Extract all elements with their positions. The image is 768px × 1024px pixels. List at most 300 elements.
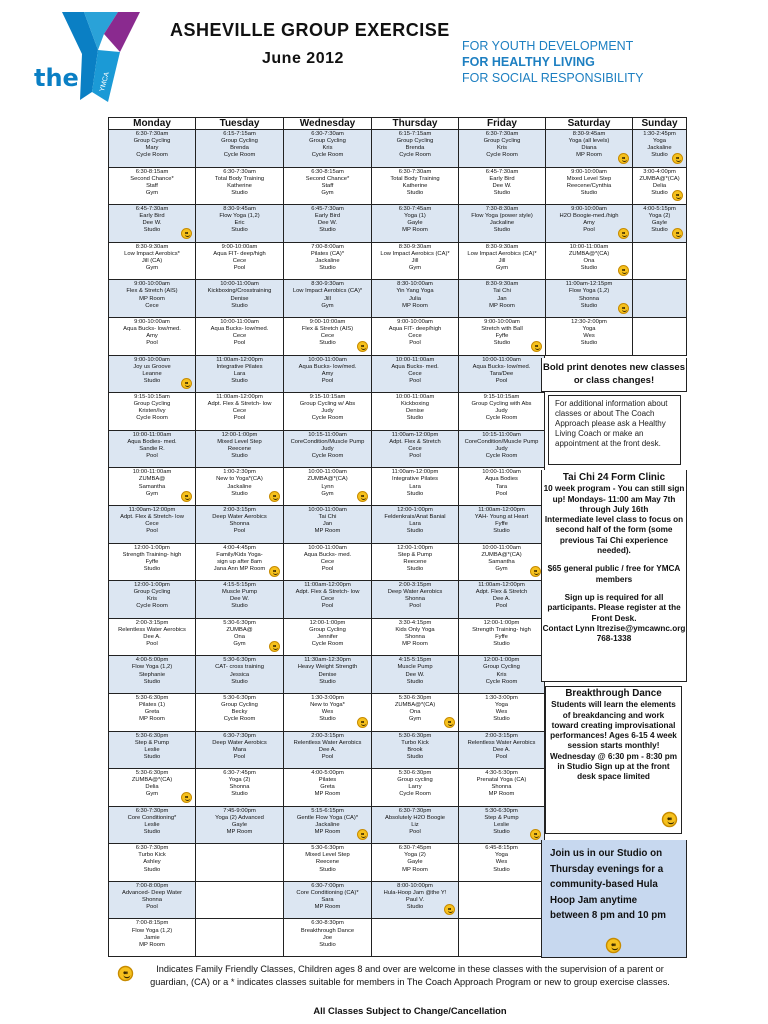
class-time: 8:30-9:30am: [485, 243, 519, 250]
class-time: 5:30-6:30pm: [135, 732, 169, 739]
class-time: 6:30-7:30pm: [398, 807, 432, 814]
class-cell: [545, 243, 632, 281]
breakthrough-dance-box: [545, 686, 682, 834]
class-cell: [195, 656, 283, 694]
class-time: 6:15-7:15am: [398, 131, 432, 137]
class-time: 10:00-11:00am: [569, 243, 609, 250]
class-detail: H2O Boogie-med./high: [559, 213, 619, 220]
class-detail: Yoga (1): [404, 213, 426, 220]
class-detail: Early Bird: [489, 175, 515, 182]
class-detail: Total Body Training: [214, 175, 265, 182]
class-detail: Studio: [231, 453, 248, 460]
class-cell: [371, 844, 458, 882]
class-detail: Mixed Level Step: [217, 438, 262, 445]
class-time: 11:00am-12:00pm: [391, 469, 439, 476]
class-detail: Pool: [146, 641, 158, 647]
class-time: 6:30-7:30pm: [223, 732, 256, 739]
class-cell: [632, 318, 687, 356]
class-detail: Gentle Flow Yoga (CA)*: [296, 814, 359, 821]
class-detail: Cece: [408, 333, 422, 340]
class-detail: Studio: [231, 227, 248, 234]
class-cell: [195, 168, 283, 206]
class-detail: Lara: [233, 370, 246, 377]
class-detail: Denise: [230, 295, 249, 302]
class-detail: Deep Water Aerobics: [387, 589, 443, 596]
class-detail: Adpt. Flex & Stretch- low: [295, 589, 360, 596]
class-cell: [283, 694, 371, 732]
class-cell: [371, 732, 458, 770]
class-detail: Gym: [321, 302, 334, 309]
class-detail: Low Impact Aerobics (CA)*: [292, 288, 363, 295]
class-detail: Early Bird: [139, 213, 165, 220]
class-detail: MP Room: [139, 716, 165, 723]
class-cell: [371, 130, 458, 168]
class-detail: Studio: [406, 753, 424, 760]
class-detail: Jill: [324, 295, 331, 302]
class-cell: [458, 318, 545, 356]
class-detail: MP Room: [402, 302, 428, 309]
class-cell: [371, 619, 458, 657]
class-detail: Dee W.: [229, 596, 249, 603]
class-detail: MP Room: [402, 641, 428, 647]
class-cell: [283, 882, 371, 920]
class-cell: [632, 130, 687, 168]
class-detail: Pilates (CA)*: [310, 250, 345, 257]
class-detail: ZUMBA@: [226, 626, 253, 633]
class-time: 12:00-1:00pm: [134, 544, 170, 551]
class-detail: Mixed Level Step: [566, 175, 612, 182]
class-detail: Shonna: [491, 784, 512, 791]
class-detail: Gym: [145, 791, 159, 798]
class-time: 11:00am-12:00pm: [304, 582, 351, 589]
class-detail: Staff: [321, 182, 334, 189]
class-detail: Tai Chi: [493, 288, 511, 295]
class-detail: New to Yoga*: [310, 702, 345, 708]
class-time: 8:30-9:30am: [311, 281, 344, 288]
class-time: 4:00-5:15pm: [643, 206, 676, 213]
class-detail: Gayle: [651, 220, 668, 227]
class-detail: Diana: [581, 145, 597, 152]
class-detail: Studio: [493, 866, 510, 873]
class-detail: Relentless Water Aerobics: [118, 626, 186, 633]
day-tuesday: Tuesday: [195, 117, 283, 130]
class-time: 11:00am-12:00pm: [128, 506, 176, 513]
class-cell: [283, 732, 371, 770]
class-detail: Dee W.: [492, 182, 512, 189]
class-detail: Studio: [651, 152, 668, 159]
schedule-row: [108, 318, 687, 356]
class-detail: Aqua FIT- deep/high: [388, 326, 442, 333]
class-time: 4:30-5:30pm: [485, 770, 518, 777]
class-time: 10:00-11:00am: [395, 356, 435, 363]
class-detail: Pool: [495, 490, 508, 497]
class-cell: [108, 919, 195, 957]
class-detail: Aqua Bucks- low/med.: [210, 326, 269, 333]
ymca-logo: [30, 12, 140, 107]
class-detail: Jill: [411, 257, 419, 264]
class-detail: Studio: [231, 377, 248, 384]
class-detail: Denise: [318, 671, 337, 678]
class-detail: Studio: [406, 528, 424, 535]
class-cell: [108, 468, 195, 506]
hula-hoop-box: [541, 840, 687, 958]
class-detail: Brenda: [230, 145, 249, 152]
class-cell: [545, 168, 632, 206]
class-time: 5:30-6:30pm: [485, 807, 518, 814]
class-detail: Pool: [233, 753, 246, 760]
class-detail: ZUMBA@*(CA): [481, 551, 522, 558]
class-detail: Wes: [495, 709, 508, 716]
class-time: 6:30-7:00pm: [311, 882, 344, 889]
class-time: 12:30-2:00pm: [571, 318, 607, 325]
class-detail: sign up after 8am: [217, 558, 262, 565]
class-detail: Yoga (2): [404, 852, 426, 859]
class-cell: [458, 168, 545, 206]
class-detail: Kickboxing: [400, 401, 430, 408]
class-detail: Flow Yoga (power style): [471, 213, 533, 220]
class-time: 6:30-7:30pm: [135, 807, 169, 814]
class-detail: MP Room: [314, 528, 341, 535]
class-detail: Aqua Bucks- low/med.: [123, 326, 181, 333]
class-detail: Kickboxing/Crosstraining: [207, 288, 272, 295]
class-detail: Core Conditioning*: [127, 814, 177, 821]
class-time: 6:30-7:30am: [311, 131, 344, 137]
class-detail: Aqua Bucks- low/med.: [472, 363, 531, 370]
class-detail: Cycle Room: [485, 678, 518, 685]
class-detail: Fyffe: [495, 633, 508, 640]
class-detail: Jessica: [229, 671, 250, 678]
class-cell: [371, 656, 458, 694]
class-time: 10:00-11:00am: [482, 469, 521, 476]
class-time: 12:00-1:00pm: [483, 657, 520, 664]
schedule-row: [108, 130, 687, 168]
class-cell: [195, 807, 283, 845]
class-detail: Jackaline: [647, 145, 672, 152]
class-detail: Pool: [146, 904, 158, 911]
class-detail: Dee A.: [492, 596, 511, 603]
class-detail: Greta: [320, 784, 335, 791]
class-detail: Judy: [495, 408, 508, 415]
class-detail: Brenda: [405, 145, 425, 152]
class-detail: Jennifer: [317, 633, 338, 640]
smiley-icon: [269, 641, 280, 652]
class-cell: [283, 168, 371, 206]
class-detail: Group Cycling with Abs: [471, 401, 532, 408]
class-detail: MP Room: [488, 791, 515, 798]
class-cell: [283, 919, 371, 957]
class-cell: [371, 243, 458, 281]
class-detail: Stretch with Ball: [481, 326, 523, 333]
class-detail: Pool: [409, 377, 421, 384]
class-time: 10:00-11:00am: [482, 356, 521, 363]
class-detail: Studio: [319, 941, 336, 948]
y-logo-icon: [60, 12, 140, 107]
class-detail: Total Body Training: [390, 175, 440, 182]
class-detail: ZUMBA@*(CA): [568, 250, 610, 257]
class-detail: Group Cycling: [396, 138, 434, 145]
class-detail: Jamie: [144, 934, 160, 941]
class-detail: Relentless Water Aerobics: [467, 739, 536, 746]
class-detail: Pool: [233, 265, 246, 272]
class-cell: [371, 506, 458, 544]
class-cell: [108, 694, 195, 732]
class-detail: Studio: [319, 265, 336, 272]
class-detail: Pool: [233, 415, 246, 422]
class-time: 9:00-10:00am: [571, 206, 607, 213]
class-detail: Fyffe: [145, 558, 159, 565]
class-time: 5:30-6:30pm: [398, 694, 432, 701]
smiley-icon: [672, 190, 683, 201]
class-detail: Gym: [233, 641, 246, 647]
class-detail: Pool: [321, 565, 334, 572]
class-time: 9:00-10:00am: [134, 318, 170, 325]
schedule-row: [108, 243, 687, 281]
class-detail: Studio: [406, 565, 424, 572]
class-cell: [195, 243, 283, 281]
class-detail: Cycle Room: [485, 453, 518, 460]
class-cell: [108, 732, 195, 770]
class-detail: Step & Pump: [397, 551, 433, 558]
class-detail: Cece: [320, 558, 335, 565]
footer-disclaimer: All Classes Subject to Change/Cancellation: [313, 1005, 507, 1016]
class-detail: Cece: [232, 408, 247, 415]
class-detail: Flex & Stretch (AIS): [126, 288, 178, 295]
class-detail: Group cycling: [397, 777, 433, 784]
class-time: 10:00-11:00am: [308, 469, 347, 476]
class-detail: Core Conditioning (CA)*: [296, 889, 359, 896]
class-detail: Flow Yoga (1,2): [131, 927, 173, 934]
taichi-title: Tai Chi 24 Form Clinic: [562, 472, 666, 483]
class-time: 6:15-7:15am: [223, 131, 256, 137]
class-time: 11:00am-12:00pm: [216, 394, 263, 401]
smiley-icon: [618, 153, 629, 164]
class-cell: [458, 919, 545, 957]
taichi-clinic-box: [541, 470, 687, 682]
smiley-icon: [672, 153, 683, 164]
class-detail: Yoga (2): [228, 777, 251, 784]
class-time: 9:00-10:00am: [221, 243, 258, 250]
class-detail: Jackaline: [315, 821, 340, 828]
smiley-icon: [181, 228, 192, 239]
class-time: 6:30-7:30am: [135, 131, 169, 137]
class-time: 7:30-8:30am: [485, 206, 519, 213]
smiley-icon: [531, 341, 542, 352]
smiley-icon: [357, 829, 368, 840]
class-detail: Mara: [232, 746, 247, 753]
class-detail: Wes: [321, 709, 334, 716]
class-cell: [371, 807, 458, 845]
class-detail: Kris: [322, 145, 333, 152]
class-detail: Shonna: [229, 784, 250, 791]
class-detail: Reecene: [315, 859, 340, 866]
class-cell: [545, 280, 632, 318]
class-cell: [458, 356, 545, 394]
class-time: 9:00-10:00am: [134, 356, 170, 363]
class-detail: Reecene: [403, 558, 427, 565]
class-detail: Cece: [145, 302, 159, 309]
class-detail: Group Cycling: [133, 138, 171, 145]
class-time: 9:00-10:00am: [397, 318, 433, 325]
smiley-icon: [357, 491, 368, 502]
page-title: ASHEVILLE GROUP EXERCISE: [170, 20, 450, 40]
class-time: 7:00-8:15pm: [135, 920, 169, 927]
class-cell: [371, 356, 458, 394]
class-detail: Pool: [495, 753, 508, 760]
class-time: 9:15-10:15am: [309, 394, 346, 401]
class-time: 2:00-3:15pm: [485, 732, 518, 739]
class-detail: Studio: [231, 678, 248, 685]
schedule-row: [108, 280, 687, 318]
class-cell: [195, 130, 283, 168]
class-cell: [195, 732, 283, 770]
class-detail: Cece: [232, 257, 247, 264]
class-detail: Studio: [319, 678, 336, 685]
class-cell: [283, 656, 371, 694]
class-detail: Studio: [143, 377, 161, 384]
class-detail: Group Cycling w/ Abs: [299, 401, 356, 408]
smiley-icon: [357, 717, 368, 728]
class-time: 10:00-11:00am: [132, 431, 172, 438]
class-time: 10:15-11:00am: [482, 431, 521, 438]
class-detail: Gym: [145, 265, 159, 272]
smiley-icon: [444, 717, 455, 728]
class-cell: [371, 882, 458, 920]
class-detail: Cycle Room: [311, 415, 344, 422]
class-detail: MP Room: [314, 828, 341, 835]
class-detail: ZUMBA@: [138, 476, 166, 483]
class-detail: Studio: [319, 716, 336, 723]
class-detail: Group Cycling: [133, 401, 171, 408]
class-detail: Cece: [320, 333, 335, 340]
class-time: 10:00-11:00am: [308, 356, 347, 363]
day-wednesday: Wednesday: [283, 117, 371, 130]
class-detail: Studio: [143, 753, 161, 760]
class-detail: Studio: [231, 791, 248, 798]
class-time: 11:00am-12:00pm: [478, 506, 525, 513]
class-detail: Shonna: [579, 295, 599, 302]
class-detail: Cycle Room: [311, 152, 344, 159]
smiley-icon: [606, 938, 621, 953]
class-detail: Pool: [146, 528, 158, 535]
class-cell: [458, 694, 545, 732]
class-detail: Studio: [143, 866, 161, 873]
class-time: 10:00-11:00am: [482, 544, 521, 551]
class-time: 5:30-6:30pm: [398, 770, 432, 777]
class-detail: Pool: [146, 340, 158, 347]
class-detail: Low Impact Aerobics (CA)*: [467, 250, 537, 257]
class-detail: Studio: [651, 189, 668, 196]
class-detail: Gym: [495, 265, 509, 272]
class-cell: [458, 130, 545, 168]
smiley-icon: [662, 812, 677, 827]
class-detail: Joe: [322, 934, 333, 941]
class-detail: Tai Chi: [318, 514, 337, 521]
class-cell: [283, 130, 371, 168]
class-detail: Family/Kids Yoga-: [216, 551, 263, 558]
class-detail: Amy: [583, 220, 595, 227]
class-cell: [458, 544, 545, 582]
class-detail: Judy: [495, 445, 508, 452]
class-time: 8:30-9:30am: [398, 243, 432, 250]
dance-title: Breakthrough Dance: [565, 688, 662, 699]
class-time: 4:00-5:00pm: [311, 770, 344, 777]
schedule-row: [108, 205, 687, 243]
class-cell: [371, 468, 458, 506]
class-cell: [371, 919, 458, 957]
class-detail: Dee W.: [142, 220, 162, 227]
class-cell: [195, 356, 283, 394]
class-detail: Yin Yang Yoga: [396, 288, 434, 295]
class-time: 4:00-5:00pm: [135, 657, 169, 664]
class-cell: [195, 205, 283, 243]
class-detail: Shonna: [405, 596, 425, 603]
class-detail: Pool: [233, 528, 246, 535]
class-detail: Eric: [234, 220, 245, 227]
smiley-icon: [181, 792, 192, 803]
class-cell: [458, 205, 545, 243]
class-detail: Group Cycling: [483, 138, 521, 145]
class-cell: [371, 581, 458, 619]
class-time: 4:15-5:15pm: [398, 657, 432, 664]
class-detail: Paul V.: [405, 897, 425, 904]
class-detail: Pool: [495, 603, 508, 610]
class-time: 4:15-5:15pm: [223, 582, 256, 589]
class-cell: [108, 168, 195, 206]
class-time: 6:30-7:45pm: [223, 770, 256, 777]
class-detail: Aqua FIT- deep/high: [213, 250, 266, 257]
class-detail: Turbo Kick: [401, 739, 429, 746]
class-detail: Aqua Bodies- med.: [127, 438, 177, 445]
class-detail: Pool: [321, 377, 334, 384]
class-detail: Studio: [580, 189, 598, 196]
class-detail: Leslie: [144, 821, 160, 828]
class-detail: Mary: [145, 145, 159, 152]
tagline-youth: FOR YOUTH DEVELOPMENT: [462, 39, 634, 53]
class-cell: [283, 544, 371, 582]
class-detail: Cycle Room: [399, 791, 431, 798]
class-detail: Studio: [231, 302, 248, 309]
class-cell: [195, 882, 283, 920]
class-detail: Tara/Dee: [489, 370, 514, 377]
class-detail: Jackaline: [489, 220, 515, 227]
class-time: 1:30-3:00pm: [485, 694, 518, 701]
class-time: 5:30-6:30pm: [223, 694, 256, 701]
class-time: 6:30-8:15am: [135, 168, 169, 175]
class-cell: [108, 544, 195, 582]
class-detail: Integrative Pilates: [391, 476, 439, 483]
class-detail: Studio: [143, 678, 161, 685]
class-time: 2:00-3:15pm: [398, 582, 432, 589]
smiley-icon: [181, 378, 192, 389]
class-detail: Greta: [144, 709, 160, 716]
class-detail: Cece: [232, 333, 247, 340]
class-detail: Staff: [146, 182, 158, 189]
class-detail: Studio: [493, 641, 510, 647]
class-detail: Cycle Room: [136, 152, 168, 159]
class-time: 11:00am-12:00pm: [478, 582, 525, 589]
class-detail: Tara: [495, 483, 508, 490]
class-detail: Flow Yoga (1,2): [568, 288, 610, 295]
class-time: 6:45-7:30am: [311, 206, 344, 213]
class-cell: [283, 431, 371, 469]
class-detail: Fyffe: [495, 521, 508, 528]
class-detail: Studio: [493, 716, 510, 723]
class-detail: Studio: [143, 565, 161, 572]
class-detail: Lara: [409, 521, 421, 528]
class-detail: Studio: [580, 340, 598, 347]
class-cell: [545, 130, 632, 168]
class-time: 7:00-8:00pm: [135, 882, 169, 889]
